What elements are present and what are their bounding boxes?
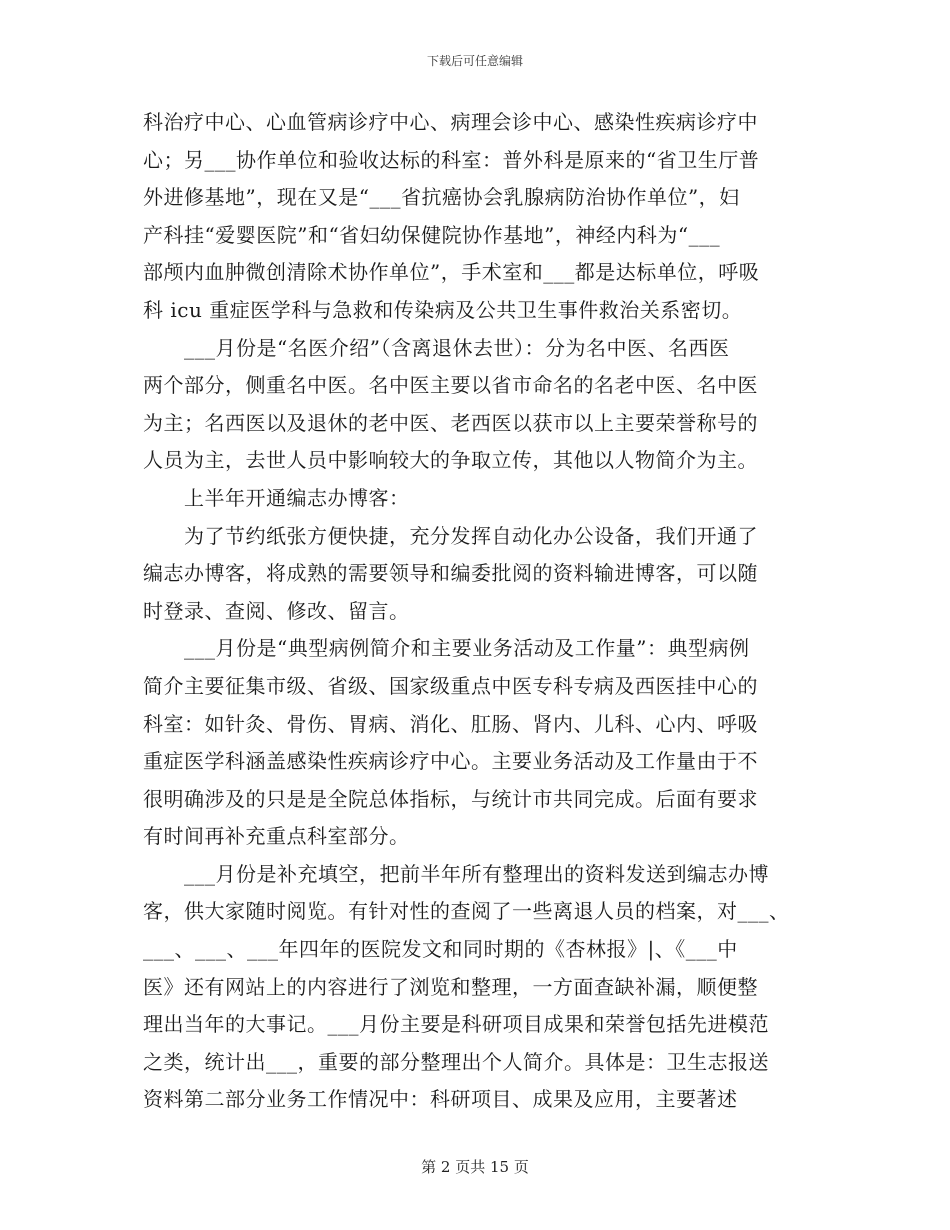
text-line: 有时间再补充重点科室部分。 bbox=[143, 824, 410, 849]
text-line: 产科挂“爱婴医院”和“省妇幼保健院协作基地”，神经内科为“___ bbox=[143, 222, 721, 247]
text-line: 科室：如针灸、骨伤、胃病、消化、肛肠、肾内、儿科、心内、呼吸 bbox=[143, 711, 758, 736]
text-line: ___、___、___年四年的医院发文和同时期的《杏林报》|、《___中 bbox=[143, 937, 738, 962]
text-line: 很明确涉及的只是是全院总体指标，与统计市共同完成。后面有要求 bbox=[143, 786, 758, 811]
page-header: 下载后可任意编辑 bbox=[426, 54, 523, 68]
text-line: ___月份是补充填空，把前半年所有整理出的资料发送到编志办博 bbox=[143, 861, 769, 886]
text-line: ___月份是“典型病例简介和主要业务活动及工作量”：典型病例 bbox=[143, 636, 750, 661]
text-line: ___月份是“名医介绍”（含离退休去世）：分为名中医、名西医 bbox=[143, 335, 730, 360]
text-line: 重症医学科涵盖感染性疾病诊疗中心。主要业务活动及工作量由于不 bbox=[143, 749, 758, 774]
text-line: 理出当年的大事记。___月份主要是科研项目成果和荣誉包括先进模范 bbox=[143, 1012, 769, 1037]
text-line: 科治疗中心、心血管病诊疗中心、病理会诊中心、感染性疾病诊疗中 bbox=[143, 110, 758, 134]
text-line: 简介主要征集市级、省级、国家级重点中医专科专病及西医挂中心的 bbox=[143, 673, 758, 698]
text-line: 之类，统计出___，重要的部分整理出个人简介。具体是：卫生志报送 bbox=[143, 1049, 769, 1074]
text-line: 编志办博客，将成熟的需要领导和编委批阅的资料输进博客，可以随 bbox=[143, 561, 758, 586]
page-footer: 第 2 页共 15 页 bbox=[421, 1158, 529, 1176]
text-line: 科 icu 重症医学科与急救和传染病及公共卫生事件救治关系密切。 bbox=[143, 297, 743, 322]
text-line: 资料第二部分业务工作情况中：科研项目、成果及应用，主要著述 bbox=[143, 1087, 738, 1112]
text-line: 两个部分，侧重名中医。名中医主要以省市命名的名老中医、名中医 bbox=[143, 373, 758, 398]
text-line: 医》还有网站上的内容进行了浏览和整理，一方面查缺补漏，顺便整 bbox=[143, 974, 758, 999]
text-line: 上半年开通编志办博客： bbox=[143, 485, 410, 510]
text-line: 时登录、查阅、修改、留言。 bbox=[143, 598, 410, 623]
text-line: 心；另___协作单位和验收达标的科室：普外科是原来的“省卫生厅普 bbox=[143, 147, 760, 172]
text-line: 人员为主，去世人员中影响较大的争取立传，其他以人物简介为主。 bbox=[143, 448, 758, 473]
text-line: 部颅内血肿微创清除术协作单位”，手术室和___都是达标单位，呼吸 bbox=[143, 260, 760, 285]
text-line: 客，供大家随时阅览。有针对性的查阅了一些离退人员的档案，对___、 bbox=[143, 899, 790, 924]
text-line: 外进修基地”，现在又是“___省抗癌协会乳腺病防治协作单位”，妇 bbox=[143, 185, 740, 210]
text-line: 为主；名西医以及退休的老中医、老西医以获市以上主要荣誉称号的 bbox=[143, 410, 758, 435]
document-body bbox=[143, 104, 815, 1119]
text-line: 为了节约纸张方便快捷，充分发挥自动化办公设备，我们开通了 bbox=[143, 523, 758, 548]
